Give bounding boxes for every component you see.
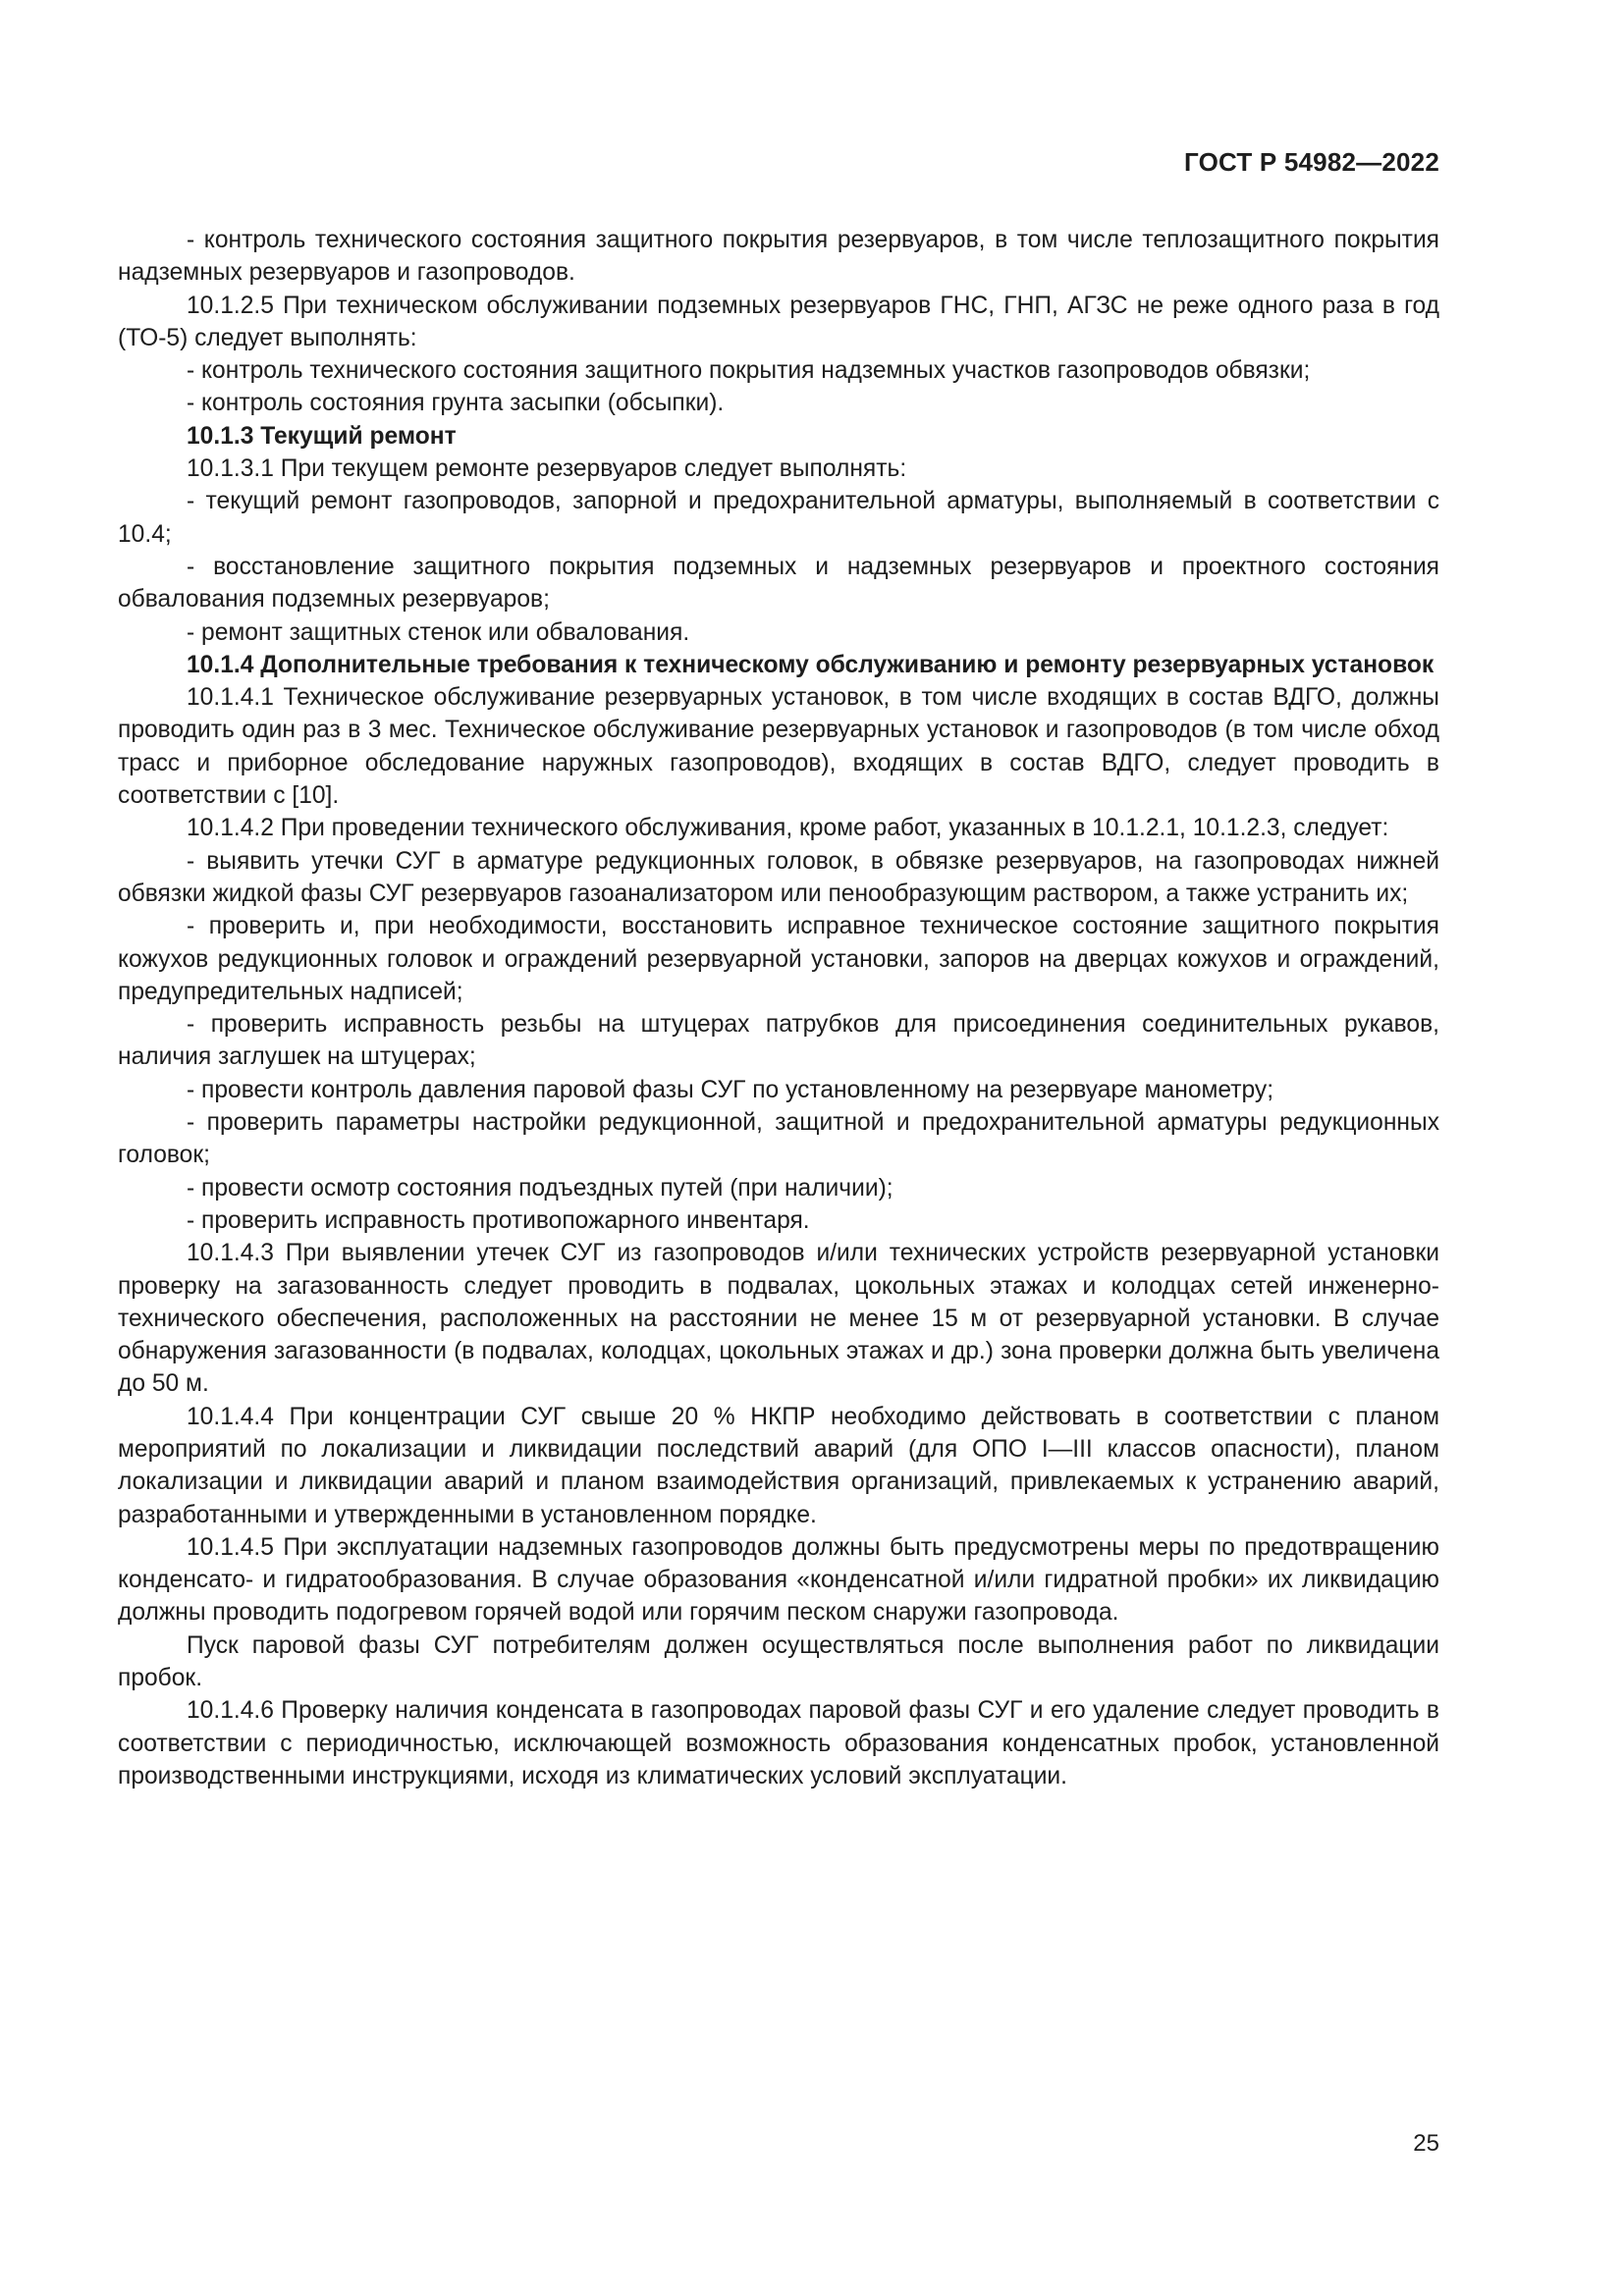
paragraph: - проверить исправность резьбы на штуцерах патрубков для присоединения соединительных рукавов, наличия заглушек на штуцерах; <box>118 1011 1439 1071</box>
paragraph: 10.1.4.4 При концентрации СУГ свыше 20 % НКПР необходимо действовать в соответствии с планом мероприятий по локализации и ликвидации последствий аварий (для ОПО I—III классов опасности), планом локализации и ликвидации аварий и планом взаимодействия организаций, привлекаемых к устранению аварий, разработанными и утвержденными в установленном порядке. <box>118 1403 1439 1528</box>
paragraph: 10.1.4.3 При выявлении утечек СУГ из газопроводов и/или технических устройств резервуарной установки проверку на загазованность следует проводить в подвалах, цокольных этажах и колодцах сетей инженерно-технического обеспечения, расположенных на расстоянии не менее 15 м от резервуарной установки. В случае обнаружения загазованности (в подвалах, колодцах, цокольных этажах и др.) зона проверки должна быть увеличена до 50 м. <box>118 1240 1439 1398</box>
paragraph: - восстановление защитного покрытия подземных и надземных резервуаров и проектного состояния обвалования подземных резервуаров; <box>118 553 1439 614</box>
paragraph: 10.1.4.2 При проведении технического обслуживания, кроме работ, указанных в 10.1.2.1, 10.1.2.3, следует: <box>187 815 1389 842</box>
paragraph: 10.1.2.5 При техническом обслуживании подземных резервуаров ГНС, ГНП, АГЗС не реже одного раза в год (ТО-5) следует выполнять: <box>118 292 1439 351</box>
document-header-id: ГОСТ Р 54982—2022 <box>1184 147 1439 177</box>
page-number: 25 <box>1413 2130 1439 2157</box>
paragraph: 10.1.4.6 Проверку наличия конденсата в газопроводах паровой фазы СУГ и его удаление следует проводить в соответствии с периодичностью, исключающей возможность образования конденсатных пробок, установленной производственными инструкциями, исходя из климатических условий эксплуатации. <box>118 1697 1439 1789</box>
paragraph: 10.1.4.1 Техническое обслуживание резервуарных установок, в том числе входящих в состав ВДГО, должны проводить один раз в 3 мес. Техническое обслуживание резервуарных установок и газопроводов (в том числе обход трасс и приборное обследование наружных газопроводов), входящих в состав ВДГО, следует проводить в соответствии с [10]. <box>118 684 1439 810</box>
paragraph: - проверить и, при необходимости, восстановить исправное техническое состояние защитного покрытия кожухов редукционных головок и ограждений резервуарной установки, запоров на дверцах кожухов и ограждений, предупредительных надписей; <box>118 913 1439 1005</box>
paragraph: - ремонт защитных стенок или обвалования. <box>187 618 690 646</box>
paragraph: - провести осмотр состояния подъездных путей (при наличии); <box>187 1174 893 1201</box>
paragraph: - проверить исправность противопожарного инвентаря. <box>187 1206 810 1234</box>
paragraph: - провести контроль давления паровой фазы СУГ по установленному на резервуаре манометру; <box>187 1076 1274 1103</box>
paragraph: Пуск паровой фазы СУГ потребителям должен осуществляться после выполнения работ по ликвидации пробок. <box>118 1631 1439 1692</box>
paragraph: - контроль состояния грунта засыпки (обсыпки). <box>187 390 725 417</box>
paragraph: - текущий ремонт газопроводов, запорной и предохранительной арматуры, выполняемый в соответствии с 10.4; <box>118 488 1439 548</box>
paragraph: - контроль технического состояния защитного покрытия резервуаров, в том числе теплозащитного покрытия надземных резервуаров и газопроводов. <box>118 227 1439 287</box>
paragraph: - контроль технического состояния защитного покрытия надземных участков газопроводов обвязки; <box>187 357 1311 385</box>
section-heading: 10.1.4 Дополнительные требования к техническому обслуживанию и ремонту резервуарных установок <box>187 651 1435 678</box>
paragraph: - проверить параметры настройки редукционной, защитной и предохранительной арматуры редукционных головок; <box>118 1109 1439 1169</box>
document-body <box>118 224 1439 1792</box>
paragraph: 10.1.3.1 При текущем ремонте резервуаров следует выполнять: <box>187 455 907 483</box>
paragraph: - выявить утечки СУГ в арматуре редукционных головок, в обвязке резервуаров, на газопроводах нижней обвязки жидкой фазы СУГ резервуаров газоанализатором или пенообразующим раствором, а также устранить их; <box>118 847 1439 907</box>
paragraph: 10.1.4.5 При эксплуатации надземных газопроводов должны быть предусмотрены меры по предотвращению конденсато- и гидратообразования. В случае образования «конденсатной и/или гидратной пробки» их ликвидацию должны проводить подогревом горячей водой или горячим песком снаружи газопровода. <box>118 1533 1439 1627</box>
section-heading: 10.1.3 Текущий ремонт <box>187 422 457 450</box>
